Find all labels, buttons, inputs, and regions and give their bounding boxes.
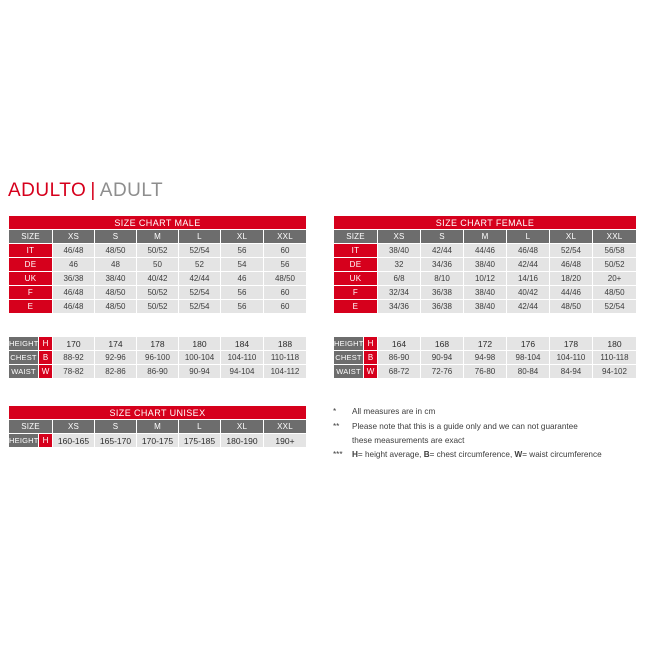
measure-label-chest: CHEST [9,351,39,365]
measure-label-height: HEIGHT [334,337,364,351]
size-chart-unisex-table [8,405,307,448]
cell: 46 [53,258,95,272]
cell: 165-170 [95,434,137,448]
cell: 46/48 [550,258,593,272]
notes-block [333,405,643,462]
cell: 40/42 [507,286,550,300]
cell: 104-110 [221,351,264,365]
cell: 46 [221,272,264,286]
table-caption-row [9,216,307,230]
cell: 20+ [593,272,637,286]
cell: 180 [179,337,221,351]
cell: 176 [507,337,550,351]
cell: 42/44 [507,258,550,272]
cell: 18/20 [550,272,593,286]
table-row [334,300,637,314]
cell: 40/42 [137,272,179,286]
cell: 96-100 [137,351,179,365]
cell: 38/40 [378,244,421,258]
cell: 38/40 [95,272,137,286]
note-marker: * [333,407,337,416]
cell: 172 [464,337,507,351]
measure-badge-h: H [39,434,53,448]
table-row [9,258,307,272]
cell: 50/52 [137,244,179,258]
page-title-left: ADULTO [8,180,87,201]
column-header-size: SIZE [9,420,53,434]
cell: 78-82 [53,365,95,379]
measure-label-waist: WAIST [9,365,39,379]
cell: 46/48 [53,286,95,300]
cell: 52/54 [179,244,221,258]
measure-badge-w: W [39,365,53,379]
cell: 60 [264,300,307,314]
cell: 48/50 [95,300,137,314]
row-label-de: DE [334,258,378,272]
cell: 42/44 [421,244,464,258]
measure-label-height: HEIGHT [9,337,39,351]
cell: 48 [95,258,137,272]
measure-row [9,434,307,448]
measure-badge-w: W [364,365,378,379]
table-row [9,244,307,258]
cell: 94-102 [593,365,637,379]
size-chart-female-caption: SIZE CHART FEMALE [334,216,637,230]
table-row [334,272,637,286]
size-chart-male-table [8,215,307,314]
cell: 32/34 [378,286,421,300]
cell: 46/48 [53,300,95,314]
cell: 54 [221,258,264,272]
cell: 170 [53,337,95,351]
row-label-f: F [9,286,53,300]
cell: 170-175 [137,434,179,448]
cell: 6/8 [378,272,421,286]
cell: 76-80 [464,365,507,379]
cell: 38/40 [464,258,507,272]
row-label-it: IT [334,244,378,258]
size-chart-female-measures-table [333,336,637,379]
table-row [334,258,637,272]
column-header-s: S [95,230,137,244]
cell: 160-165 [53,434,95,448]
measure-row [334,337,637,351]
cell: 94-104 [221,365,264,379]
measure-label-chest: CHEST [334,351,364,365]
column-header-m: M [137,230,179,244]
cell: 60 [264,286,307,300]
table-header-row [9,230,307,244]
cell: 184 [221,337,264,351]
size-chart-unisex-caption: SIZE CHART UNISEX [9,406,307,420]
cell: 38/40 [464,300,507,314]
cell: 110-118 [593,351,637,365]
cell: 32 [378,258,421,272]
cell: 48/50 [593,286,637,300]
table-caption-row [334,216,637,230]
size-chart-male-caption: SIZE CHART MALE [9,216,307,230]
cell: 110-118 [264,351,307,365]
cell: 8/10 [421,272,464,286]
cell: 164 [378,337,421,351]
cell: 36/38 [421,286,464,300]
cell: 34/36 [378,300,421,314]
measure-row [334,351,637,365]
note-text: Please note that this is a guide only and we can not guarantee [352,421,578,431]
note-item [333,420,643,434]
cell: 52 [179,258,221,272]
cell: 72-76 [421,365,464,379]
cell: 174 [95,337,137,351]
note-marker: ** [333,421,340,431]
cell: 10/12 [464,272,507,286]
cell: 36/38 [421,300,464,314]
cell: 34/36 [421,258,464,272]
row-label-de: DE [9,258,53,272]
measure-label-waist: WAIST [334,365,364,379]
note-text-legend: H= height average, B= chest circumference, W= waist circumference [352,449,602,459]
cell: 44/46 [464,244,507,258]
measure-badge-h: H [364,337,378,351]
row-label-uk: UK [9,272,53,286]
measure-badge-h: H [39,337,53,351]
cell: 98-104 [507,351,550,365]
cell: 50/52 [137,300,179,314]
note-text: All measures are in cm [352,407,436,416]
page-title-separator: | [90,180,96,201]
row-label-e: E [334,300,378,314]
cell: 88-92 [53,351,95,365]
column-header-l: L [179,230,221,244]
table-row [9,272,307,286]
table-row [334,244,637,258]
cell: 42/44 [179,272,221,286]
table-row [334,286,637,300]
cell: 80-84 [507,365,550,379]
cell: 56 [264,258,307,272]
cell: 48/50 [95,244,137,258]
cell: 90-94 [179,365,221,379]
row-label-it: IT [9,244,53,258]
column-header-size: SIZE [9,230,53,244]
column-header-xl: XL [221,230,264,244]
cell: 180 [593,337,637,351]
note-item [333,405,643,419]
cell: 68-72 [378,365,421,379]
column-header-xxl: XXL [264,420,307,434]
cell: 48/50 [550,300,593,314]
cell: 42/44 [507,300,550,314]
cell: 38/40 [464,286,507,300]
column-header-xs: XS [53,420,95,434]
cell: 86-90 [378,351,421,365]
cell: 48/50 [264,272,307,286]
page-title-right: ADULT [99,180,164,201]
cell: 56 [221,286,264,300]
column-header-xl: XL [550,230,593,244]
cell: 82-86 [95,365,137,379]
row-label-uk: UK [334,272,378,286]
table-header-row [9,420,307,434]
table-row [9,286,307,300]
cell: 104-112 [264,365,307,379]
note-text-continued: these measurements are exact [352,436,465,445]
table-row [9,300,307,314]
column-header-s: S [95,420,137,434]
row-label-e: E [9,300,53,314]
table-caption-row [9,406,307,420]
cell: 52/54 [593,300,637,314]
cell: 104-110 [550,351,593,365]
measure-row [334,365,637,379]
column-header-xs: XS [378,230,421,244]
measure-badge-b: B [39,351,53,365]
cell: 86-90 [137,365,179,379]
cell: 52/54 [179,300,221,314]
cell: 94-98 [464,351,507,365]
column-header-m: M [464,230,507,244]
cell: 100-104 [179,351,221,365]
cell: 50/52 [593,258,637,272]
cell: 190+ [264,434,307,448]
row-label-f: F [334,286,378,300]
size-chart-male-measures-table [8,336,307,379]
cell: 36/38 [53,272,95,286]
cell: 56 [221,300,264,314]
column-header-xs: XS [53,230,95,244]
cell: 178 [137,337,179,351]
column-header-l: L [507,230,550,244]
measure-row [9,351,307,365]
cell: 175-185 [179,434,221,448]
cell: 90-94 [421,351,464,365]
cell: 52/54 [550,244,593,258]
cell: 50/52 [137,286,179,300]
column-header-l: L [179,420,221,434]
cell: 180-190 [221,434,264,448]
cell: 92-96 [95,351,137,365]
size-chart-female-table [333,215,637,314]
cell: 46/48 [53,244,95,258]
column-header-xxl: XXL [593,230,637,244]
column-header-xxl: XXL [264,230,307,244]
cell: 60 [264,244,307,258]
measure-row [9,337,307,351]
table-header-row [334,230,637,244]
column-header-m: M [137,420,179,434]
cell: 56/58 [593,244,637,258]
note-item [333,448,643,462]
cell: 48/50 [95,286,137,300]
measure-row [9,365,307,379]
cell: 188 [264,337,307,351]
column-header-xl: XL [221,420,264,434]
cell: 44/46 [550,286,593,300]
column-header-size: SIZE [334,230,378,244]
page-title [8,180,163,202]
cell: 84-94 [550,365,593,379]
cell: 52/54 [179,286,221,300]
measure-badge-b: B [364,351,378,365]
column-header-s: S [421,230,464,244]
cell: 14/16 [507,272,550,286]
cell: 56 [221,244,264,258]
cell: 178 [550,337,593,351]
measure-label-height: HEIGHT [9,434,39,448]
note-marker: *** [333,449,343,459]
cell: 168 [421,337,464,351]
cell: 46/48 [507,244,550,258]
cell: 50 [137,258,179,272]
